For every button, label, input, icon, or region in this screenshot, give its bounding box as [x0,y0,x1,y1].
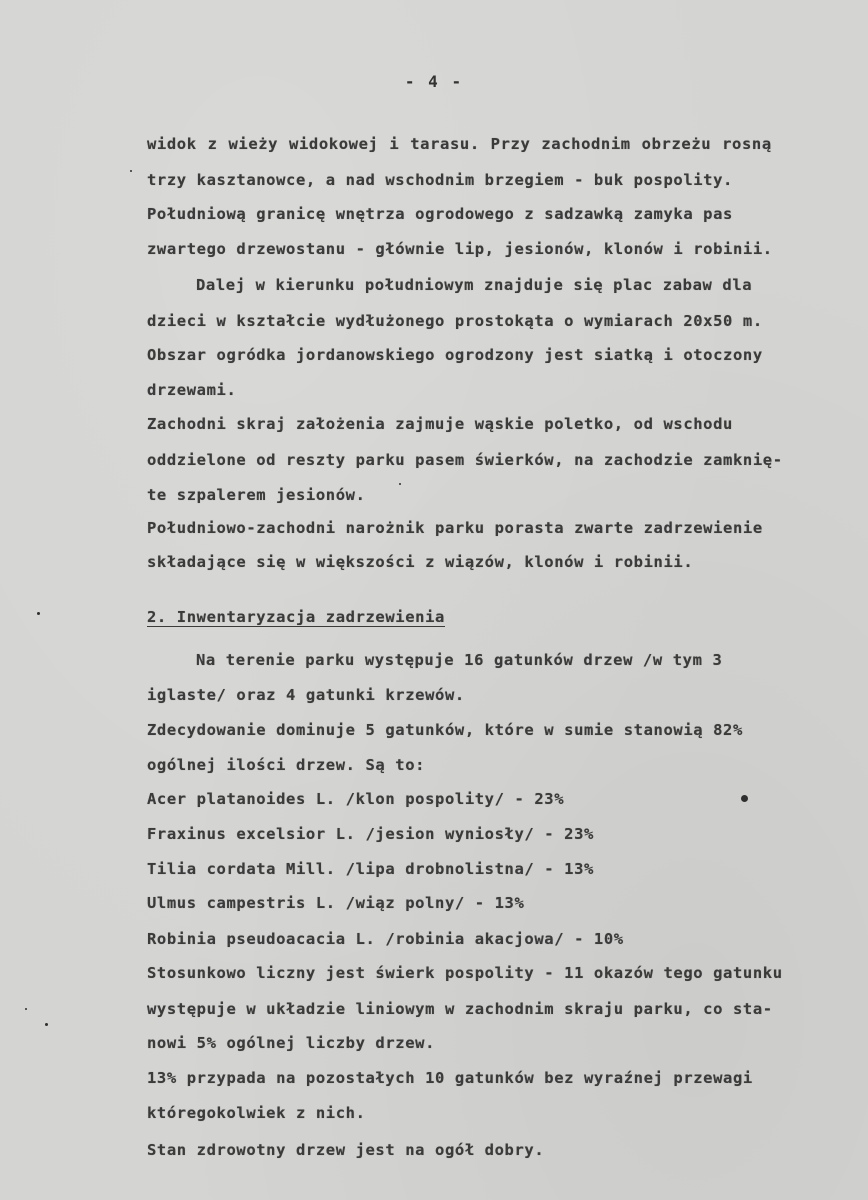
text-line: widok z wieży widokowej i tarasu. Przy zachodnim obrzeżu rosną [147,135,772,153]
text-line: trzy kasztanowce, a nad wschodnim brzegiem - buk pospolity. [147,171,733,189]
text-line: dzieci w kształcie wydłużonego prostokąta o wymiarach 20x50 m. [147,312,763,330]
paper-speck [45,1023,48,1026]
species-line: Acer platanoides L. /klon pospolity/ - 23% [147,790,565,808]
paper-speck [399,483,401,485]
text-line: któregokolwiek z nich. [147,1104,366,1122]
text-line: oddzielone od reszty parku pasem świerków, na zachodzie zamknię- [147,451,783,469]
paper-speck [741,795,748,802]
text-line: Stan zdrowotny drzew jest na ogół dobry. [147,1141,545,1159]
text-line: 13% przypada na pozostałych 10 gatunków bez wyraźnej przewagi [147,1069,753,1087]
section-heading: 2. Inwentaryzacja zadrzewienia [147,608,445,626]
species-line: Fraxinus excelsior L. /jesion wyniosły/ - 23% [147,825,594,843]
paper-speck [130,170,132,172]
text-line: ogólnej ilości drzew. Są to: [147,756,426,774]
species-line: Robinia pseudoacacia L. /robinia akacjowa/ - 10% [147,930,624,948]
paper-speck [25,1008,27,1010]
text-line: te szpalerem jesionów. [147,486,366,504]
species-line: Tilia cordata Mill. /lipa drobnolistna/ - 13% [147,860,594,878]
text-line: zwartego drzewostanu - głównie lip, jesionów, klonów i robinii. [147,240,773,258]
text-line: Na terenie parku występuje 16 gatunków drzew /w tym 3 [196,651,723,669]
text-line: występuje w układzie liniowym w zachodnim skraju parku, co sta- [147,1000,773,1018]
paper-speck [37,612,40,615]
text-line: nowi 5% ogólnej liczby drzew. [147,1034,436,1052]
text-line: iglaste/ oraz 4 gatunki krzewów. [147,686,465,704]
text-line: drzewami. [147,381,237,399]
species-line: Ulmus campestris L. /wiąz polny/ - 13% [147,894,525,912]
text-line: Obszar ogródka jordanowskiego ogrodzony jest siatką i otoczony [147,346,763,364]
text-line: Południowo-zachodni narożnik parku porasta zwarte zadrzewienie [147,519,763,537]
text-line: Zachodni skraj założenia zajmuje wąskie poletko, od wschodu [147,415,733,433]
page-number: - 4 - [404,72,464,91]
text-line: Dalej w kierunku południowym znajduje się plac zabaw dla [196,276,753,294]
text-line: Zdecydowanie dominuje 5 gatunków, które w sumie stanowią 82% [147,721,743,739]
text-line: Stosunkowo liczny jest świerk pospolity - 11 okazów tego gatunku [147,964,783,982]
text-line: składające się w większości z wiązów, klonów i robinii. [147,553,694,571]
text-line: Południową granicę wnętrza ogrodowego z sadzawką zamyka pas [147,205,733,223]
